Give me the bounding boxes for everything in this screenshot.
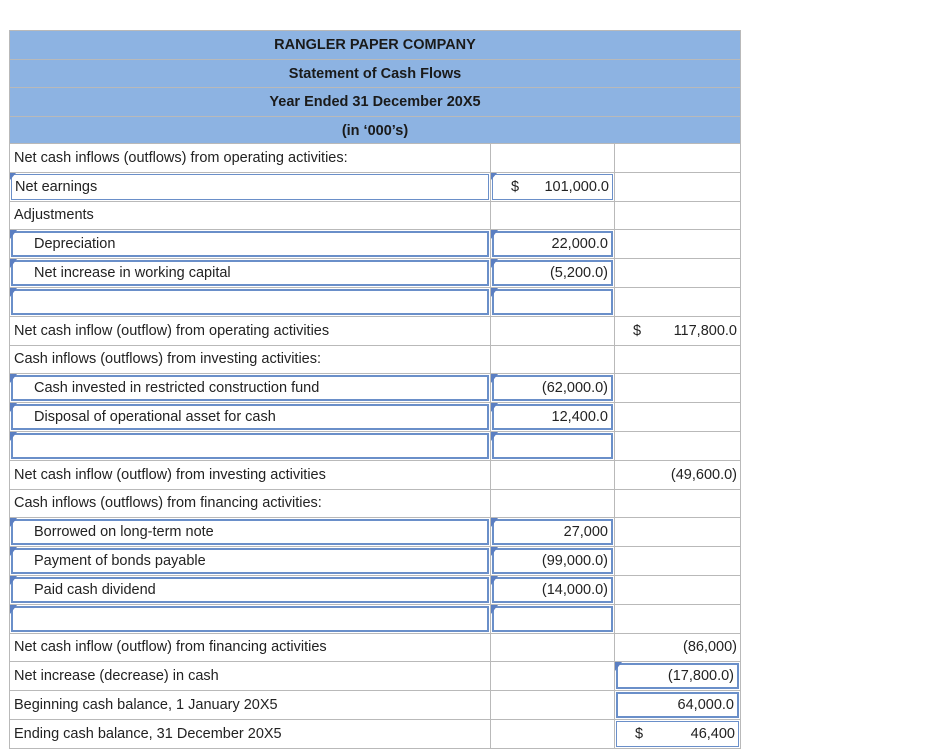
col2-cell[interactable] (490, 403, 614, 432)
col2-cell[interactable] (490, 432, 614, 461)
label-input[interactable] (11, 577, 489, 603)
col2-cell[interactable] (490, 259, 614, 288)
amount-input[interactable] (492, 433, 613, 459)
amount-input[interactable] (616, 721, 739, 747)
row-label: Paid cash dividend (34, 581, 156, 598)
row-label-cell[interactable] (9, 288, 490, 317)
dropdown-marker-icon (491, 230, 498, 239)
company-name: RANGLER PAPER COMPANY (9, 30, 741, 59)
row-label-cell[interactable] (9, 432, 490, 461)
col3-cell (614, 374, 741, 403)
table-row (9, 461, 741, 490)
dollar-sign: $ (633, 322, 642, 339)
amount-value: (86,000) (682, 639, 737, 656)
dropdown-marker-icon (615, 662, 622, 671)
dropdown-marker-icon (491, 547, 498, 556)
label-input[interactable] (11, 231, 489, 257)
col2-cell[interactable] (490, 173, 614, 202)
col2-cell[interactable] (490, 374, 614, 403)
amount-value: 46,400 (690, 725, 735, 742)
row-label: Net cash inflow (outflow) from operating activities (9, 317, 490, 346)
statement-period: Year Ended 31 December 20X5 (9, 87, 741, 116)
col3-cell (614, 605, 741, 634)
col2-cell[interactable] (490, 605, 614, 634)
col3-cell (614, 202, 741, 231)
dropdown-marker-icon (10, 605, 17, 614)
col2-cell (490, 634, 614, 663)
table-row (9, 346, 741, 375)
dropdown-marker-icon (10, 576, 17, 585)
dropdown-marker-icon (491, 576, 498, 585)
col2-cell (490, 720, 614, 749)
row-label: Net increase (decrease) in cash (9, 662, 490, 691)
col3-cell (614, 144, 741, 173)
col3-cell (614, 288, 741, 317)
col3-cell[interactable] (614, 720, 741, 749)
row-label: Cash invested in restricted construction fund (34, 380, 320, 397)
table-row (9, 432, 741, 461)
col3-cell (614, 490, 741, 519)
row-label: Adjustments (9, 202, 490, 231)
label-input[interactable] (11, 519, 489, 545)
col2-cell[interactable] (490, 547, 614, 576)
dollar-sign: $ (511, 178, 520, 195)
amount-value: (17,800.0) (667, 668, 734, 685)
amount-value: (62,000.0) (541, 380, 608, 397)
col2-cell (490, 317, 614, 346)
col3-cell (614, 634, 741, 663)
statement-units: (in ‘000’s) (9, 116, 741, 145)
col3-cell[interactable] (614, 691, 741, 720)
table-row (9, 518, 741, 547)
col2-cell (490, 202, 614, 231)
col3-cell (614, 317, 741, 346)
col2-cell[interactable] (490, 518, 614, 547)
table-row (9, 662, 741, 691)
dropdown-marker-icon (491, 173, 497, 180)
amount-input[interactable] (492, 174, 613, 200)
label-input[interactable] (11, 174, 489, 200)
row-label: Beginning cash balance, 1 January 20X5 (9, 691, 490, 720)
row-label-cell[interactable] (9, 173, 490, 202)
row-label: Net earnings (15, 178, 98, 195)
dropdown-marker-icon (491, 259, 498, 268)
amount-value: 27,000 (563, 524, 608, 541)
amount-value: 12,400.0 (551, 409, 608, 426)
label-input[interactable] (11, 606, 489, 632)
row-label: Net cash inflow (outflow) from investing activities (9, 461, 490, 490)
col2-cell (490, 691, 614, 720)
dropdown-marker-icon (491, 374, 498, 383)
row-label: Payment of bonds payable (34, 553, 206, 570)
amount-input[interactable] (616, 692, 739, 718)
row-label: Net cash inflow (outflow) from financing activities (9, 634, 490, 663)
table-row (9, 605, 741, 634)
table-row (9, 634, 741, 663)
col2-cell (490, 346, 614, 375)
row-label-cell[interactable] (9, 547, 490, 576)
dropdown-marker-icon (491, 288, 498, 297)
table-row (9, 259, 741, 288)
statement-title: Statement of Cash Flows (9, 59, 741, 88)
col3-cell (614, 173, 741, 202)
cash-flow-statement (9, 30, 741, 749)
amount-value: 101,000.0 (544, 178, 609, 195)
amount-input[interactable] (492, 548, 613, 574)
amount-value: 22,000.0 (551, 236, 608, 253)
amount-input[interactable] (492, 231, 613, 257)
dropdown-marker-icon (491, 403, 498, 412)
row-label: Net cash inflows (outflows) from operating activities: (9, 144, 490, 173)
amount-value: 64,000.0 (677, 697, 734, 714)
row-label-cell[interactable] (9, 605, 490, 634)
col2-cell[interactable] (490, 230, 614, 259)
col3-cell (614, 346, 741, 375)
table-row (9, 490, 741, 519)
label-input[interactable] (11, 548, 489, 574)
amount-value: (5,200.0) (549, 265, 608, 282)
table-row (9, 374, 741, 403)
dropdown-marker-icon (10, 288, 17, 297)
amount-value: 117,800.0 (673, 322, 737, 339)
row-label: Borrowed on long-term note (34, 524, 214, 541)
row-label-cell[interactable] (9, 403, 490, 432)
row-label-cell[interactable] (9, 230, 490, 259)
amount-input[interactable] (492, 577, 613, 603)
amount-input[interactable] (492, 375, 613, 401)
col3-cell (614, 547, 741, 576)
dollar-sign: $ (635, 725, 644, 742)
col2-cell (490, 461, 614, 490)
dropdown-marker-icon (10, 403, 17, 412)
amount-input[interactable] (492, 260, 613, 286)
col3-cell (614, 259, 741, 288)
label-input[interactable] (11, 404, 489, 430)
amount-input[interactable] (492, 289, 613, 315)
col2-cell (490, 662, 614, 691)
row-label: Disposal of operational asset for cash (34, 409, 276, 426)
row-label-cell[interactable] (9, 518, 490, 547)
row-label-cell[interactable] (9, 576, 490, 605)
col3-cell (614, 576, 741, 605)
table-row (9, 144, 741, 173)
row-label-cell[interactable] (9, 259, 490, 288)
col3-cell (614, 230, 741, 259)
amount-input[interactable] (616, 663, 739, 689)
table-row (9, 230, 741, 259)
table-row (9, 691, 741, 720)
dropdown-marker-icon (10, 547, 17, 556)
table-row (9, 403, 741, 432)
label-input[interactable] (11, 289, 489, 315)
col3-cell (614, 432, 741, 461)
dropdown-marker-icon (491, 518, 498, 527)
col2-cell[interactable] (490, 576, 614, 605)
label-input[interactable] (11, 375, 489, 401)
dropdown-marker-icon (10, 230, 17, 239)
dropdown-marker-icon (10, 374, 17, 383)
row-label-cell[interactable] (9, 374, 490, 403)
col3-cell (614, 461, 741, 490)
row-label: Ending cash balance, 31 December 20X5 (9, 720, 490, 749)
col3-cell (614, 518, 741, 547)
amount-value: (14,000.0) (541, 581, 608, 598)
table-row (9, 202, 741, 231)
dropdown-marker-icon (10, 173, 16, 180)
table-row (9, 720, 741, 749)
col2-cell[interactable] (490, 288, 614, 317)
amount-value: (99,000.0) (541, 553, 608, 570)
table-row (9, 173, 741, 202)
row-label: Cash inflows (outflows) from financing activities: (9, 490, 490, 519)
dropdown-marker-icon (10, 259, 17, 268)
dropdown-marker-icon (491, 432, 498, 441)
row-label: Cash inflows (outflows) from investing activities: (9, 346, 490, 375)
table-row (9, 288, 741, 317)
table-row (9, 547, 741, 576)
dropdown-marker-icon (491, 605, 498, 614)
table-row (9, 576, 741, 605)
amount-input[interactable] (492, 519, 613, 545)
row-label: Depreciation (34, 236, 116, 253)
row-label: Net increase in working capital (34, 265, 231, 282)
col3-cell[interactable] (614, 662, 741, 691)
table-row (9, 317, 741, 346)
amount-input[interactable] (492, 404, 613, 430)
col2-cell (490, 144, 614, 173)
amount-value: (49,600.0) (670, 466, 737, 483)
col3-cell (614, 403, 741, 432)
label-input[interactable] (11, 433, 489, 459)
amount-input[interactable] (492, 606, 613, 632)
label-input[interactable] (11, 260, 489, 286)
dropdown-marker-icon (10, 518, 17, 527)
col2-cell (490, 490, 614, 519)
dropdown-marker-icon (10, 432, 17, 441)
